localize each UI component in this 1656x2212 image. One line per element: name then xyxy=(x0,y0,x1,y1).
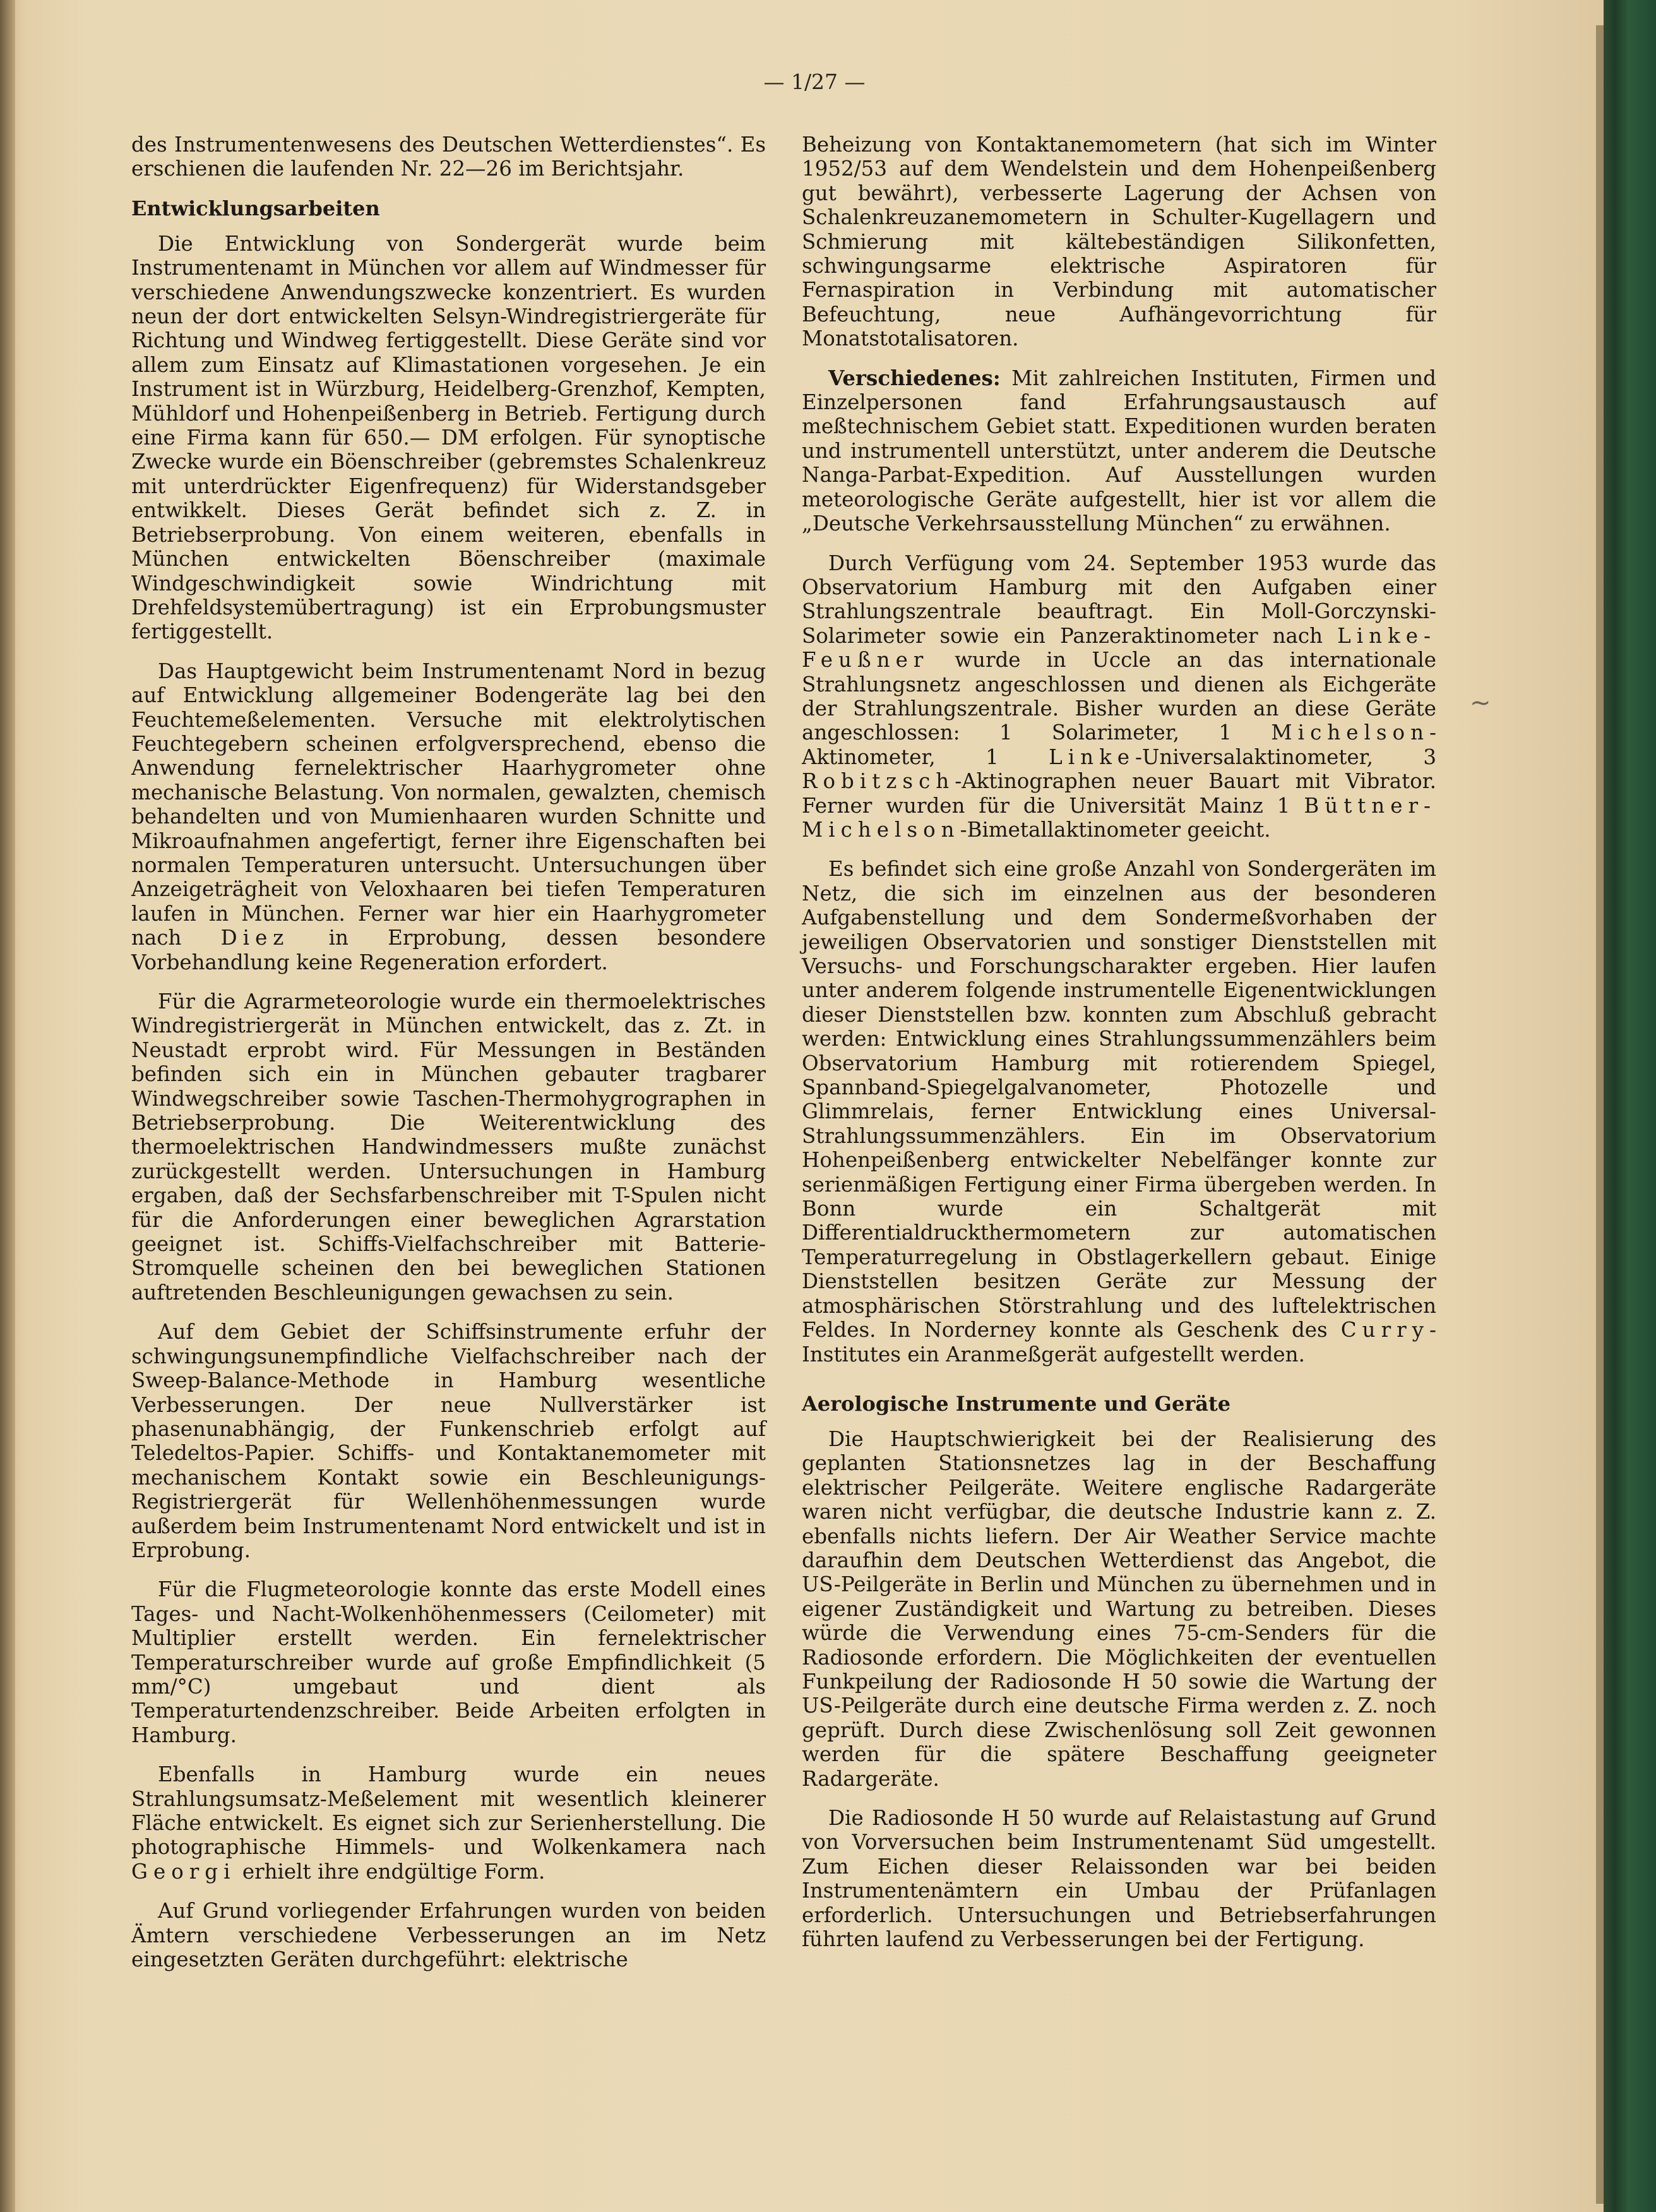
left-column xyxy=(131,133,766,1987)
paragraph xyxy=(802,366,1436,536)
text-run: Ebenfalls in Hamburg wurde ein neues Strahlungsumsatz-Meßelement mit wesentlich kleinerer Fläche entwickelt. Es eignet sich zur Serienherstellung. Die photographische Himmels- und Wolkenkamera nach xyxy=(131,1762,766,1860)
paragraph-intro: des Instrumentenwesens des Deutschen Wetterdienstes“. Es erschienen die laufenden Nr. 22—26 im Berichtsjahr. xyxy=(131,133,766,181)
spaced-name: Georgi xyxy=(131,1859,236,1884)
text-run: wurde in Uccle an das internationale Strahlungsnetz angeschlossen und dienen als Eichgeräte der Strahlungszentrale. Bisher wurden an diese Geräte angeschlossen: 1 Solarimeter, 1 xyxy=(802,648,1436,745)
page-number: — 1/27 — xyxy=(763,69,866,94)
paragraph: Für die Agrarmeteorologie wurde ein thermoelektrisches Windregistriergerät in München entwickelt, das z. Zt. in Neustadt erprobt wird. Für Messungen in Beständen befinden sich ein in München gebauter tragbarer Windwegschreiber sowie Taschen-Thermohygrographen in Betriebserprobung. Die Weiterentwicklung des thermoelektrischen Handwindmessers mußte zunächst zurückgestellt werden. Untersuchungen in Hamburg ergaben, daß der Sechsfarbenschreiber mit T-Spulen nicht für die Anforderungen einer beweglichen Agrarstation geeignet ist. Schiffs-Vielfachschreiber mit Batterie-Stromquelle scheinen den bei beweglichen Stationen auftretenden Beschleunigungen gewachsen zu sein. xyxy=(131,989,766,1305)
section-heading-aerologische-instrumente: Aerologische Instrumente und Geräte xyxy=(802,1391,1231,1416)
spaced-name: Linke-Feußner xyxy=(802,623,1436,673)
paragraph xyxy=(131,1762,766,1884)
paragraph-lead: Verschiedenes: xyxy=(828,365,1001,390)
paragraph: Die Radiosonde H 50 wurde auf Relaistastung auf Grund von Vorversuchen beim Instrumentenamt Süd umgestellt. Zum Eichen dieser Relaissonden war bei beiden Instrumentenämtern ein Umbau der Prüfanlagen erforderlich. Untersuchungen und Betriebserfahrungen führten laufend zu Verbesserungen bei der Fertigung. xyxy=(802,1806,1436,1952)
paragraph: Auf Grund vorliegender Erfahrungen wurden von beiden Ämtern verschiedene Verbesserungen an im Netz eingesetzten Geräten durchgeführt: elektrische xyxy=(131,1899,766,1972)
text-run: -Universalaktinometer, 3 xyxy=(1135,744,1436,769)
spaced-name: Linke xyxy=(1049,744,1136,769)
text-run: Durch Verfügung vom 24. September 1953 wurde das Observatorium Hamburg mit den Aufgaben einer Strahlungszentrale beauftragt. Ein Moll-Gorczynski-Solarimeter sowie ein Panzeraktinometer nach xyxy=(802,551,1436,648)
text-run: Mit zahlreichen Instituten, Firmen und Einzelpersonen fand Erfahrungsaustausch auf meßtechnischem Gebiet statt. Expeditionen wurden beraten und instrumentell unterstützt, unter anderem die Deutsche Nanga-Parbat-Expedition. Auf Ausstellungen wurden meteorologische Geräte aufgestellt, hier ist vor allem die „Deutsche Verkehrsausstellung München“ zu erwähnen. xyxy=(802,366,1436,536)
paragraph: Für die Flugmeteorologie konnte das erste Modell eines Tages- und Nacht-Wolkenhöhenmessers (Ceilometer) mit Multiplier erstellt werden. Ein fernelektrischer Temperaturschreiber wurde auf große Empfindlichkeit (5 mm/°C) umgebaut und dient als Temperaturtendenzschreiber. Beide Arbeiten erfolgten in Hamburg. xyxy=(131,1577,766,1747)
paragraph: Die Hauptschwierigkeit bei der Realisierung des geplanten Stationsnetzes lag in der Beschaffung elektrischer Peilgeräte. Weitere englische Radargeräte waren nicht verfügbar, die deutsche Industrie kann z. Z. ebenfalls nichts liefern. Der Air Weather Service machte daraufhin dem Deutschen Wetterdienst das Angebot, die US-Peilgeräte in Berlin und München zu übernehmen und in eigener Zuständigkeit und Wartung zu betreiben. Dieses würde die Verwendung eines 75-cm-Senders für die Radiosonde erfordern. Die Möglichkeiten der eventuellen Funkpeilung der Radiosonde H 50 sowie die Wartung der US-Peilgeräte durch eine deutsche Firma werden z. Z. noch geprüft. Durch diese Zwischenlösung soll Zeit gewonnen werden für die spätere Beschaffung geeigneter Radargeräte. xyxy=(802,1426,1436,1791)
text-run: erhielt ihre endgültige Form. xyxy=(235,1859,545,1884)
margin-pencil-mark: ~ xyxy=(1470,688,1491,717)
text-run: -Institutes ein Aranmeßgerät aufgestellt werden. xyxy=(802,1318,1436,1366)
spaced-name: Michelson xyxy=(1271,720,1430,745)
text-run: -Aktinographen neuer Bauart mit Vibrator. Ferner wurden für die Universität Mainz 1 xyxy=(802,769,1436,818)
section-heading-entwicklungsarbeiten: Entwicklungsarbeiten xyxy=(131,196,380,220)
spaced-name: Curry xyxy=(1340,1318,1430,1342)
page-gutter xyxy=(0,0,15,2212)
paragraph xyxy=(131,659,766,974)
text-run: Es befindet sich eine große Anzahl von Sondergeräten im Netz, die sich im einzelnen aus der besonderen Aufgabenstellung und dem Sondermeßvorhaben der jeweiligen Observatorien und sonstiger Dienststellen mit Versuchs- und Forschungscharakter ergeben. Hier laufen unter anderem folgende instrumentelle Eigenentwicklungen dieser Dienststellen bzw. konnten zum Abschluß gebracht werden: Entwicklung eines Strahlungssummenzählers beim Observatorium Hamburg mit rotierendem Spiegel, Spannband-Spiegelgalvanometer, Photozelle und Glimmrelais, ferner Entwicklung eines Universal-Strahlungssummenzählers. Ein im Observatorium Hohenpeißenberg entwickelter Nebelfänger konnte zur serienmäßigen Fertigung einer Firma übergeben werden. In Bonn wurde ein Schaltgerät mit Differentialdruckthermometern zur automatischen Temperaturregelung in Obstlagerkellern gebaut. Einige Dienststellen besitzen Geräte zur Messung der atmosphärischen Störstrahlung und des luftelektrischen Feldes. In Norderney konnte als Geschenk des xyxy=(802,857,1436,1342)
text-run: -Bimetallaktinometer geeicht. xyxy=(960,817,1271,842)
text-run: -Aktinometer, 1 xyxy=(802,720,1436,769)
spaced-name: Diez xyxy=(220,926,290,950)
spaced-name: Büttner-Michelson xyxy=(802,793,1436,842)
paragraph: Die Entwicklung von Sondergerät wurde beim Instrumentenamt in München vor allem auf Windmesser für verschiedene Anwendungszwecke konzentriert. Es wurden neun der dort entwickelten Selsyn-Windregistriergeräte für Richtung und Windweg fertiggestellt. Diese Geräte sind vor allem zum Einsatz auf Klimastationen vorgesehen. Je ein Instrument ist in Würzburg, Heidelberg-Grenzhof, Kempten, Mühldorf und Hohenpeißenberg in Betrieb. Fertigung durch eine Firma kann für 650.— DM erfolgen. Für synoptische Zwecke wurde ein Böenschreiber (gebremstes Schalenkreuz mit unterdrückter Eigenfrequenz) für Widerstandsgeber entwikkelt. Dieses Gerät befindet sich z. Z. in Betriebserprobung. Von einem weiteren, ebenfalls in München entwickelten Böenschreiber (maximale Windgeschwindigkeit sowie Windrichtung mit Drehfeldsystemübertragung) ist ein Erprobungsmuster fertiggestellt. xyxy=(131,231,766,644)
paragraph: Auf dem Gebiet der Schiffsinstrumente erfuhr der schwingungsunempfindliche Vielfachschreiber nach der Sweep-Balance-Methode in Hamburg wesentliche Verbesserungen. Der neue Nullverstärker ist phasenunabhängig, der Funkenschrieb erfolgt auf Teledeltos-Papier. Schiffs- und Kontaktanemometer mit mechanischem Kontakt sowie ein Beschleunigungs-Registriergerät für Wellenhöhenmessungen wurde außerdem beim Instrumentenamt Nord entwickelt und ist in Erprobung. xyxy=(131,1320,766,1562)
text-run: Das Hauptgewicht beim Instrumentenamt Nord in bezug auf Entwicklung allgemeiner Bodengeräte lag bei den Feuchtemeßelementen. Versuche mit elektrolytischen Feuchtegebern scheinen erfolgversprechend, ebenso die Anwendung fernelektrischer Haarhygrometer ohne mechanische Belastung. Von normalen, gewalzten, chemisch behandelten und von Mumienhaaren wurden Schnitte und Mikroaufnahmen angefertigt, ferner ihre Eigenschaften bei normalen Temperaturen untersucht. Untersuchungen über Anzeigeträgheit von Veloxhaaren bei tiefen Temperaturen laufen in München. Ferner war hier ein Haarhygrometer nach xyxy=(131,659,766,950)
paragraph xyxy=(802,551,1436,842)
text-run: in Erprobung, dessen besondere Vorbehandlung keine Regeneration erfordert. xyxy=(131,926,766,974)
book-cover-edge xyxy=(1604,0,1656,2212)
spaced-name: Robitzsch xyxy=(802,769,955,794)
paragraph xyxy=(802,857,1436,1366)
paragraph: Beheizung von Kontaktanemometern (hat sich im Winter 1952/53 auf dem Wendelstein und dem Hohenpeißenberg gut bewährt), verbesserte Lagerung der Achsen von Schalenkreuzanemometern in Schulter-Kugellagern und Schmierung mit kältebeständigen Silikonfetten, schwingungsarme elektrische Aspiratoren für Fernaspiration in Verbindung mit automatischer Befeuchtung, neue Aufhängevorrichtung für Monatstotalisatoren. xyxy=(802,133,1436,351)
right-column xyxy=(802,133,1436,1966)
